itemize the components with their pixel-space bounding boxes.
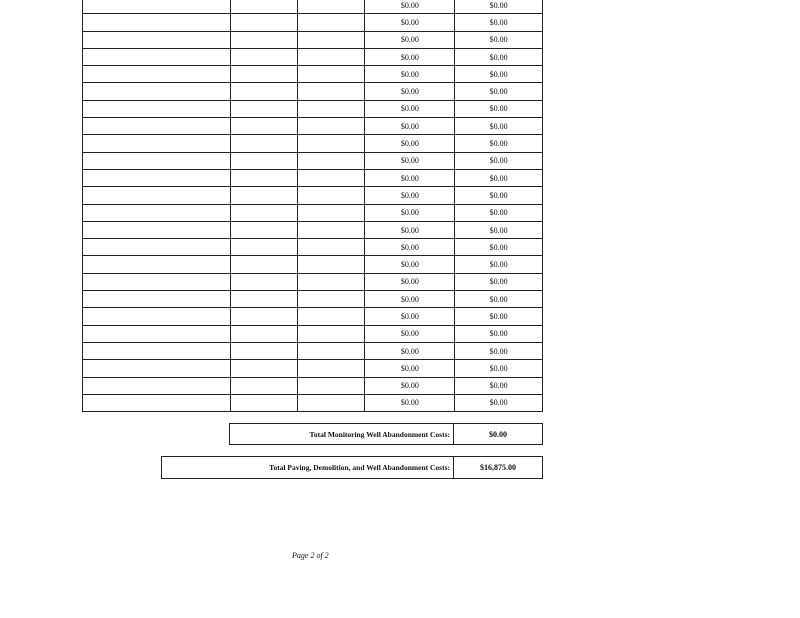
quantity-cell [231, 273, 298, 290]
description-cell [83, 14, 231, 31]
table-row [83, 83, 543, 100]
quantity-cell [231, 14, 298, 31]
total-cost-cell: $0.00 [455, 360, 543, 377]
unit-cost-cell: $0.00 [365, 48, 455, 65]
total-cost-cell: $0.00 [455, 48, 543, 65]
table-row [83, 377, 543, 394]
total-cost-cell: $0.00 [455, 66, 543, 83]
total-cost-cell: $0.00 [455, 273, 543, 290]
quantity-cell [231, 83, 298, 100]
description-cell [83, 135, 231, 152]
quantity-cell [231, 169, 298, 186]
description-cell [83, 308, 231, 325]
total-cost-cell: $0.00 [455, 152, 543, 169]
description-cell [83, 256, 231, 273]
unit-cell [297, 118, 365, 135]
unit-cell [297, 14, 365, 31]
total-cost-cell: $0.00 [455, 291, 543, 308]
unit-cell [297, 66, 365, 83]
unit-cell [297, 256, 365, 273]
total-monitoring-value: $0.00 [489, 429, 507, 439]
table-row [83, 256, 543, 273]
total-cost-cell: $0.00 [455, 308, 543, 325]
unit-cost-cell: $0.00 [365, 66, 455, 83]
total-cost-cell: $0.00 [455, 169, 543, 186]
table-row [83, 14, 543, 31]
unit-cost-cell: $0.00 [365, 221, 455, 238]
table-row [83, 360, 543, 377]
unit-cell [297, 48, 365, 65]
unit-cell [297, 273, 365, 290]
unit-cell [297, 377, 365, 394]
table-row [83, 394, 543, 411]
quantity-cell [231, 239, 298, 256]
table-row [83, 204, 543, 221]
total-cost-cell: $0.00 [455, 325, 543, 342]
description-cell [83, 342, 231, 359]
unit-cost-cell: $0.00 [365, 325, 455, 342]
unit-cost-cell: $0.00 [365, 394, 455, 411]
table-row [83, 31, 543, 48]
total-cost-cell: $0.00 [455, 221, 543, 238]
unit-cell [297, 308, 365, 325]
unit-cost-cell: $0.00 [365, 273, 455, 290]
unit-cost-cell: $0.00 [365, 308, 455, 325]
quantity-cell [231, 152, 298, 169]
unit-cost-cell: $0.00 [365, 14, 455, 31]
table-row [83, 118, 543, 135]
table-row [83, 100, 543, 117]
unit-cost-cell: $0.00 [365, 152, 455, 169]
unit-cost-cell: $0.00 [365, 31, 455, 48]
table-row [83, 221, 543, 238]
total-cost-cell: $0.00 [455, 14, 543, 31]
unit-cell [297, 0, 365, 14]
quantity-cell [231, 221, 298, 238]
total-cost-cell: $0.00 [455, 394, 543, 411]
table-row [83, 325, 543, 342]
quantity-cell [231, 342, 298, 359]
unit-cell [297, 325, 365, 342]
unit-cost-cell: $0.00 [365, 169, 455, 186]
page-number: Page 2 of 2 [292, 551, 329, 560]
unit-cell [297, 169, 365, 186]
unit-cost-cell: $0.00 [365, 100, 455, 117]
unit-cell [297, 31, 365, 48]
quantity-cell [231, 66, 298, 83]
total-cost-cell: $0.00 [455, 204, 543, 221]
quantity-cell [231, 0, 298, 14]
table-row [83, 152, 543, 169]
unit-cell [297, 135, 365, 152]
total-cost-cell: $0.00 [455, 377, 543, 394]
unit-cell [297, 187, 365, 204]
unit-cell [297, 394, 365, 411]
unit-cost-cell: $0.00 [365, 291, 455, 308]
unit-cell [297, 239, 365, 256]
unit-cost-cell: $0.00 [365, 256, 455, 273]
table-row [83, 66, 543, 83]
description-cell [83, 394, 231, 411]
description-cell [83, 291, 231, 308]
description-cell [83, 221, 231, 238]
quantity-cell [231, 360, 298, 377]
total-overall-box [161, 456, 543, 479]
description-cell [83, 152, 231, 169]
unit-cost-cell: $0.00 [365, 0, 455, 14]
description-cell [83, 100, 231, 117]
quantity-cell [231, 394, 298, 411]
total-monitoring-well-box [229, 423, 543, 445]
cost-table [82, 0, 543, 412]
unit-cost-cell: $0.00 [365, 118, 455, 135]
description-cell [83, 360, 231, 377]
total-cost-cell: $0.00 [455, 239, 543, 256]
quantity-cell [231, 31, 298, 48]
unit-cost-cell: $0.00 [365, 83, 455, 100]
unit-cell [297, 342, 365, 359]
quantity-cell [231, 100, 298, 117]
unit-cell [297, 152, 365, 169]
description-cell [83, 83, 231, 100]
total-cost-cell: $0.00 [455, 256, 543, 273]
table-row [83, 342, 543, 359]
quantity-cell [231, 377, 298, 394]
table-row [83, 308, 543, 325]
unit-cost-cell: $0.00 [365, 187, 455, 204]
unit-cost-cell: $0.00 [365, 135, 455, 152]
unit-cell [297, 360, 365, 377]
table-row [83, 187, 543, 204]
description-cell [83, 325, 231, 342]
quantity-cell [231, 48, 298, 65]
unit-cost-cell: $0.00 [365, 204, 455, 221]
total-cost-cell: $0.00 [455, 31, 543, 48]
description-cell [83, 187, 231, 204]
total-overall-value: $16,875.00 [480, 463, 516, 472]
total-cost-cell: $0.00 [455, 187, 543, 204]
unit-cell [297, 204, 365, 221]
description-cell [83, 169, 231, 186]
quantity-cell [231, 135, 298, 152]
table-row [83, 169, 543, 186]
total-monitoring-label: Total Monitoring Well Abandonment Costs: [230, 424, 454, 444]
total-overall-label: Total Paving, Demolition, and Well Abandonment Costs: [162, 457, 454, 478]
table-row [83, 0, 543, 14]
description-cell [83, 273, 231, 290]
total-cost-cell: $0.00 [455, 83, 543, 100]
description-cell [83, 239, 231, 256]
unit-cell [297, 83, 365, 100]
table-row [83, 239, 543, 256]
description-cell [83, 204, 231, 221]
quantity-cell [231, 204, 298, 221]
quantity-cell [231, 325, 298, 342]
description-cell [83, 118, 231, 135]
total-cost-cell: $0.00 [455, 118, 543, 135]
table-row [83, 273, 543, 290]
total-cost-cell: $0.00 [455, 100, 543, 117]
table-row [83, 135, 543, 152]
unit-cell [297, 291, 365, 308]
table-row [83, 48, 543, 65]
quantity-cell [231, 256, 298, 273]
unit-cell [297, 221, 365, 238]
total-cost-cell: $0.00 [455, 135, 543, 152]
quantity-cell [231, 118, 298, 135]
unit-cost-cell: $0.00 [365, 342, 455, 359]
unit-cell [297, 100, 365, 117]
description-cell [83, 48, 231, 65]
total-cost-cell: $0.00 [455, 0, 543, 14]
unit-cost-cell: $0.00 [365, 360, 455, 377]
description-cell [83, 0, 231, 14]
table-row [83, 291, 543, 308]
unit-cost-cell: $0.00 [365, 377, 455, 394]
quantity-cell [231, 308, 298, 325]
description-cell [83, 377, 231, 394]
quantity-cell [231, 291, 298, 308]
total-cost-cell: $0.00 [455, 342, 543, 359]
description-cell [83, 66, 231, 83]
cost-table-body [83, 0, 543, 412]
description-cell [83, 31, 231, 48]
quantity-cell [231, 187, 298, 204]
unit-cost-cell: $0.00 [365, 239, 455, 256]
